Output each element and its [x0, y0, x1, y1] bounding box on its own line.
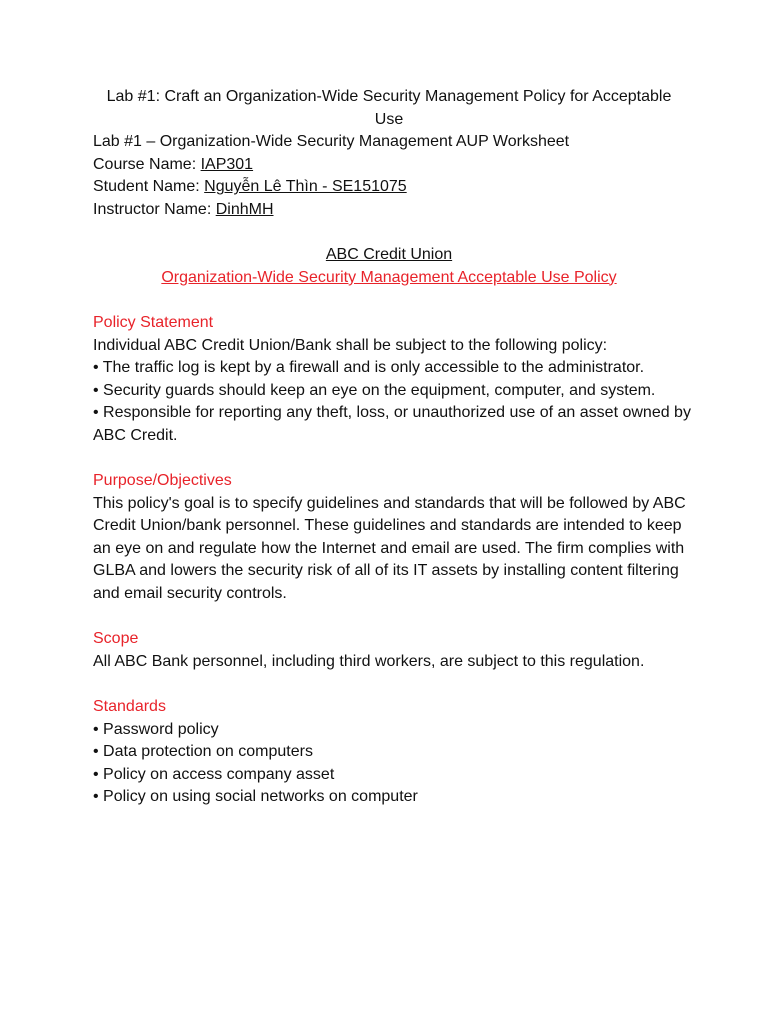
instructor-value: DinhMH — [215, 200, 274, 218]
scope-heading: Scope — [93, 630, 139, 648]
lab-title: Lab #1: Craft an Organization-Wide Security Management Policy for Acceptable Use — [106, 88, 672, 128]
scope-text: All ABC Bank personnel, including third workers, are subject to this regulation. — [93, 652, 645, 670]
instructor-line — [93, 199, 693, 222]
policy-title: Organization-Wide Security Management Acceptable Use Policy — [161, 268, 617, 286]
student-line — [93, 176, 693, 199]
worksheet-title: Lab #1 – Organization-Wide Security Management AUP Worksheet — [93, 133, 570, 151]
spacer — [93, 673, 693, 696]
standards-bullet: • Policy on access company asset — [93, 765, 335, 783]
spacer — [93, 289, 693, 312]
policy-bullet: • Responsible for reporting any theft, loss, or unauthorized use of an asset owned by ABC Credit. — [93, 404, 691, 444]
purpose-heading: Purpose/Objectives — [93, 472, 232, 490]
policy-statement-intro: Individual ABC Credit Union/Bank shall be subject to the following policy: — [93, 336, 608, 354]
standards-bullet: • Policy on using social networks on computer — [93, 788, 418, 806]
instructor-label: Instructor Name: — [93, 200, 216, 218]
course-label: Course Name: — [93, 155, 201, 173]
spacer — [93, 448, 693, 471]
policy-statement-heading: Policy Statement — [93, 313, 214, 331]
standards-bullet: • Password policy — [93, 720, 219, 738]
organization-name: ABC Credit Union — [325, 246, 453, 264]
spacer — [93, 222, 693, 245]
student-label: Student Name: — [93, 178, 205, 196]
course-line — [93, 154, 693, 177]
standards-bullet: • Data protection on computers — [93, 743, 313, 761]
student-value: Nguyễn Lê Thìn - SE151075 — [204, 178, 407, 196]
purpose-text: This policy's goal is to specify guidelines and standards that will be followed by ABC Credit Union/bank personnel. These guidelines and standards are intended to keep an eye on and regulate how the Internet and email are used. The firm complies with GLBA and lowers the security risk of all of its IT assets by installing content filtering and email security controls. — [93, 494, 686, 603]
course-value: IAP301 — [200, 155, 254, 173]
document-body — [93, 86, 693, 809]
policy-bullet: • Security guards should keep an eye on the equipment, computer, and system. — [93, 381, 656, 399]
standards-heading: Standards — [93, 698, 166, 716]
policy-bullet: • The traffic log is kept by a firewall and is only accessible to the administrator. — [93, 359, 645, 377]
spacer — [93, 606, 693, 629]
